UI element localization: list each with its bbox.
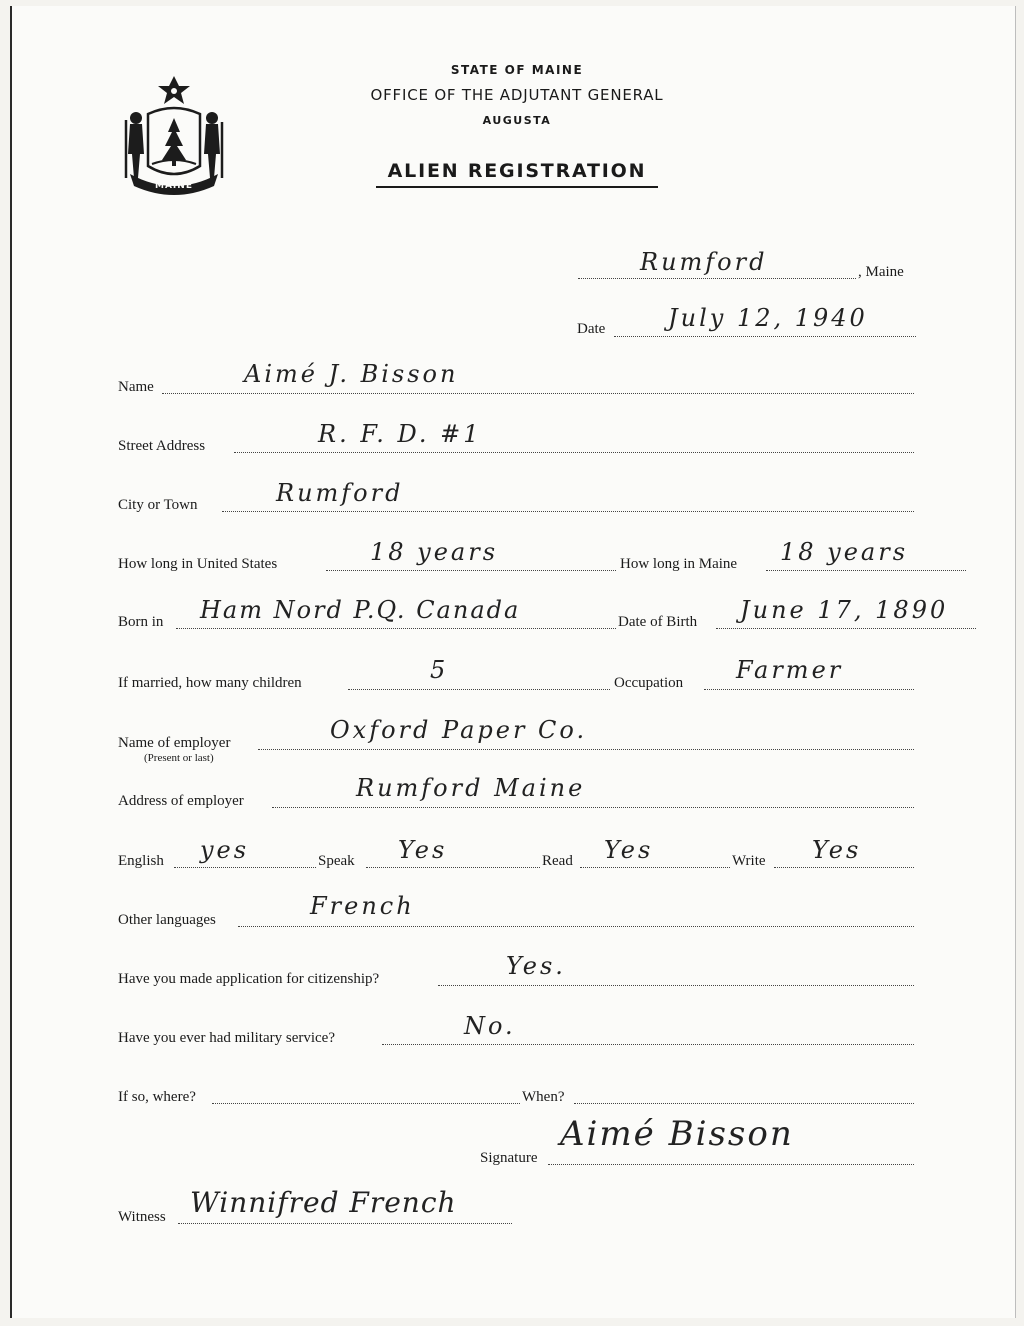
employer-address-value: Rumford Maine [356, 774, 586, 802]
street-label: Street Address [118, 438, 206, 454]
military-line [382, 1044, 914, 1045]
employer-sublabel: (Present or last) [144, 752, 214, 764]
employer-value: Oxford Paper Co. [330, 716, 588, 744]
signature-value: Aimé Bisson [560, 1114, 794, 1154]
other-languages-line [238, 926, 914, 927]
military-label: Have you ever had military service? [118, 1030, 335, 1046]
employer-line [258, 749, 914, 750]
english-label: English [118, 853, 164, 869]
children-label: If married, how many children [118, 675, 302, 691]
read-line [580, 867, 730, 868]
citizenship-line [438, 985, 914, 986]
born-in-label: Born in [118, 614, 164, 630]
speak-line [366, 867, 540, 868]
date-label: Date [577, 321, 606, 337]
city-value: Rumford [276, 479, 404, 507]
where-line [212, 1103, 520, 1104]
other-languages-value: French [310, 892, 415, 920]
how-long-us-line [326, 570, 616, 571]
read-value: Yes [604, 836, 654, 864]
english-value: yes [200, 836, 250, 864]
witness-label: Witness [118, 1209, 166, 1225]
when-line [574, 1103, 914, 1104]
form-title: ALIEN REGISTRATION [387, 160, 647, 182]
speak-label: Speak [318, 853, 355, 869]
form-page [10, 6, 1016, 1318]
speak-value: Yes [398, 836, 448, 864]
when-label: When? [522, 1089, 565, 1105]
occupation-line [704, 689, 914, 690]
citizenship-value: Yes. [506, 952, 566, 980]
name-value: Aimé J. Bisson [244, 360, 459, 388]
write-value: Yes [812, 836, 862, 864]
date-value: July 12, 1940 [668, 304, 868, 332]
children-line [348, 689, 610, 690]
write-line [774, 867, 914, 868]
name-label: Name [118, 379, 154, 395]
dob-line [716, 628, 976, 629]
where-label: If so, where? [118, 1089, 196, 1105]
citizenship-label: Have you made application for citizenship? [118, 971, 380, 987]
office-heading: OFFICE OF THE ADJUTANT GENERAL [370, 86, 664, 104]
city-line [222, 511, 914, 512]
dob-label: Date of Birth [618, 614, 698, 630]
state-heading: STATE OF MAINE [450, 63, 584, 77]
witness-line [178, 1223, 512, 1224]
occupation-label: Occupation [614, 675, 684, 691]
seal-banner-text: MAINE [155, 181, 193, 191]
born-in-value: Ham Nord P.Q. Canada [200, 596, 521, 624]
city-label: City or Town [118, 497, 198, 513]
witness-value: Winnifred French [190, 1186, 457, 1219]
street-value: R. F. D. #1 [318, 420, 482, 448]
date-line [614, 336, 916, 337]
employer-address-line [272, 807, 914, 808]
write-label: Write [732, 853, 766, 869]
how-long-us-value: 18 years [370, 538, 499, 566]
how-long-me-value: 18 years [780, 538, 909, 566]
employer-address-label: Address of employer [118, 793, 244, 809]
how-long-us-label: How long in United States [118, 556, 278, 572]
maine-label: , Maine [858, 264, 904, 280]
english-line [174, 867, 316, 868]
signature-line [548, 1164, 914, 1165]
city-heading: AUGUSTA [482, 114, 552, 127]
read-label: Read [542, 853, 573, 869]
employer-label: Name of employer [118, 735, 231, 751]
town-value: Rumford [640, 248, 768, 276]
born-in-line [176, 628, 616, 629]
how-long-me-label: How long in Maine [620, 556, 738, 572]
street-line [234, 452, 914, 453]
occupation-value: Farmer [736, 656, 844, 684]
military-value: No. [464, 1012, 516, 1040]
how-long-me-line [766, 570, 966, 571]
title-underline [376, 186, 658, 188]
town-line [578, 278, 856, 279]
signature-label: Signature [480, 1150, 538, 1166]
other-languages-label: Other languages [118, 912, 216, 928]
dob-value: June 17, 1890 [740, 596, 949, 624]
name-line [162, 393, 914, 394]
children-value: 5 [430, 656, 449, 684]
